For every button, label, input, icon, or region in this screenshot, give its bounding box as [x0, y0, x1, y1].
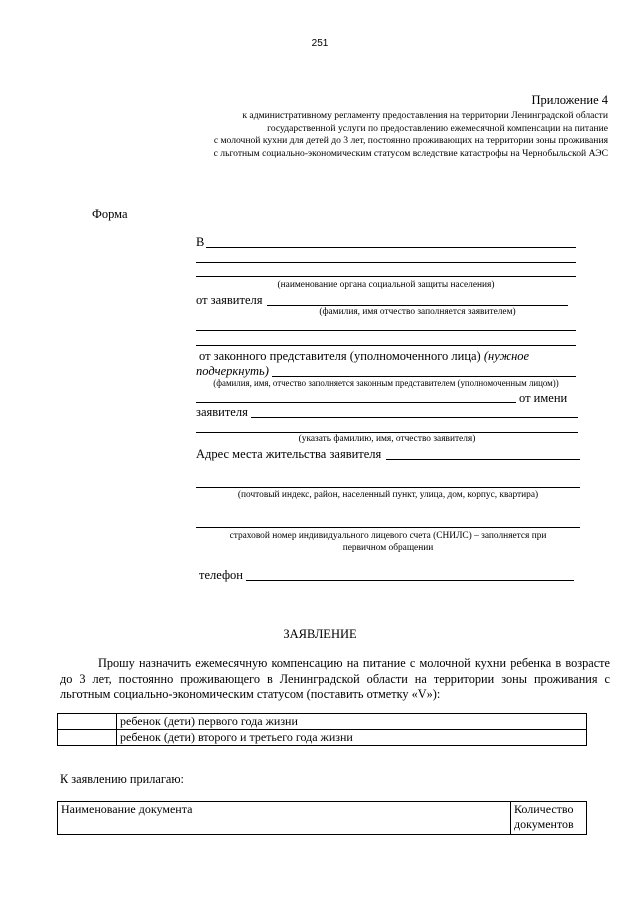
- col-count-line-2: документов: [514, 817, 574, 831]
- form-label: Форма: [92, 207, 128, 221]
- statement-paragraph: Прошу назначить ежемесячную компенсацию на питание с молочной кухни ребенка в возрасте до 3 лет, постоянно проживающего в Ленинградской области на территории зоны проживания с льготным социально-экономическим статусом (поставить отметку «V»):: [60, 656, 610, 701]
- phone-line[interactable]: [246, 580, 574, 581]
- address-line-2[interactable]: [196, 487, 580, 488]
- attachments-header-row: [58, 802, 587, 835]
- on-behalf-name-line[interactable]: [251, 417, 578, 418]
- appendix-subtitle: [138, 110, 608, 160]
- underline-hint: (нужное: [483, 349, 530, 363]
- representative-note: (фамилия, имя, отчество заполняется законным представителем (уполномоченным лицом)): [213, 378, 559, 388]
- subtitle-line: государственной услуги по предоставлению ежемесячной компенсации на питание: [267, 122, 608, 134]
- option-row: [58, 730, 587, 746]
- option-label: ребенок (дети) второго и третьего года жизни: [117, 730, 587, 746]
- child-age-options: [57, 713, 587, 746]
- on-behalf-line[interactable]: [196, 402, 516, 403]
- underline-hint-2: подчеркнуть): [196, 364, 269, 378]
- snils-note-1: страховой номер индивидуального лицевого счета (СНИЛС) – заполняется при: [229, 531, 547, 541]
- applicant-word: заявителя: [196, 405, 248, 419]
- attachments-intro: К заявлению прилагаю:: [60, 772, 184, 786]
- snils-line[interactable]: [196, 527, 580, 528]
- subtitle-line: с молочной кухни для детей до 3 лет, постоянно проживающих на территории зоны проживания: [213, 135, 608, 146]
- representative-label: [199, 349, 529, 363]
- applicant-line-2[interactable]: [196, 330, 576, 331]
- address-label: Адрес места жительства заявителя: [196, 447, 382, 461]
- phone-label: телефон: [199, 568, 243, 582]
- on-behalf-label: от имени: [519, 391, 568, 405]
- representative-line[interactable]: [272, 376, 576, 377]
- col-count-line-1: Количество: [514, 802, 574, 816]
- snils-note-2: первичном обращении: [342, 543, 434, 553]
- applicant-name-line[interactable]: [267, 305, 568, 306]
- applicant-line-3[interactable]: [196, 345, 576, 346]
- organ-line-3[interactable]: [196, 276, 576, 277]
- from-applicant-label: от заявителя: [196, 293, 263, 307]
- subtitle-line: к административному регламенту предоставления на территории Ленинградской области: [242, 110, 608, 121]
- to-prefix: В: [196, 235, 205, 249]
- organ-note: (наименование органа социальной защиты населения): [277, 280, 495, 290]
- option-checkbox-first-year[interactable]: [58, 714, 117, 730]
- statement-title: ЗАЯВЛЕНИЕ: [283, 627, 357, 641]
- applicant-note: (фамилия, имя отчество заполняется заявителем): [319, 307, 516, 317]
- option-row: [58, 714, 587, 730]
- option-checkbox-second-third-year[interactable]: [58, 730, 117, 746]
- specify-note: (указать фамилию, имя, отчество заявителя): [298, 434, 476, 444]
- col-document-count: [511, 802, 587, 835]
- subtitle-line: с льготным социально-экономическим статусом вследствие катастрофы на Чернобыльской АЭС: [213, 147, 608, 159]
- address-line-1[interactable]: [386, 459, 580, 460]
- page-number: 251: [311, 38, 329, 49]
- organ-line-2[interactable]: [196, 262, 576, 263]
- option-label: ребенок (дети) первого года жизни: [117, 714, 587, 730]
- address-note: (почтовый индекс, район, населенный пункт, улица, дом, корпус, квартира): [237, 490, 539, 500]
- organ-line-1[interactable]: [206, 247, 576, 248]
- col-document-name: Наименование документа: [58, 802, 511, 835]
- appendix-title: Приложение 4: [531, 93, 608, 107]
- representative-text: от законного представителя (уполномоченного лица): [199, 349, 481, 363]
- on-behalf-line-2[interactable]: [196, 432, 578, 433]
- attachments-table: [57, 801, 587, 835]
